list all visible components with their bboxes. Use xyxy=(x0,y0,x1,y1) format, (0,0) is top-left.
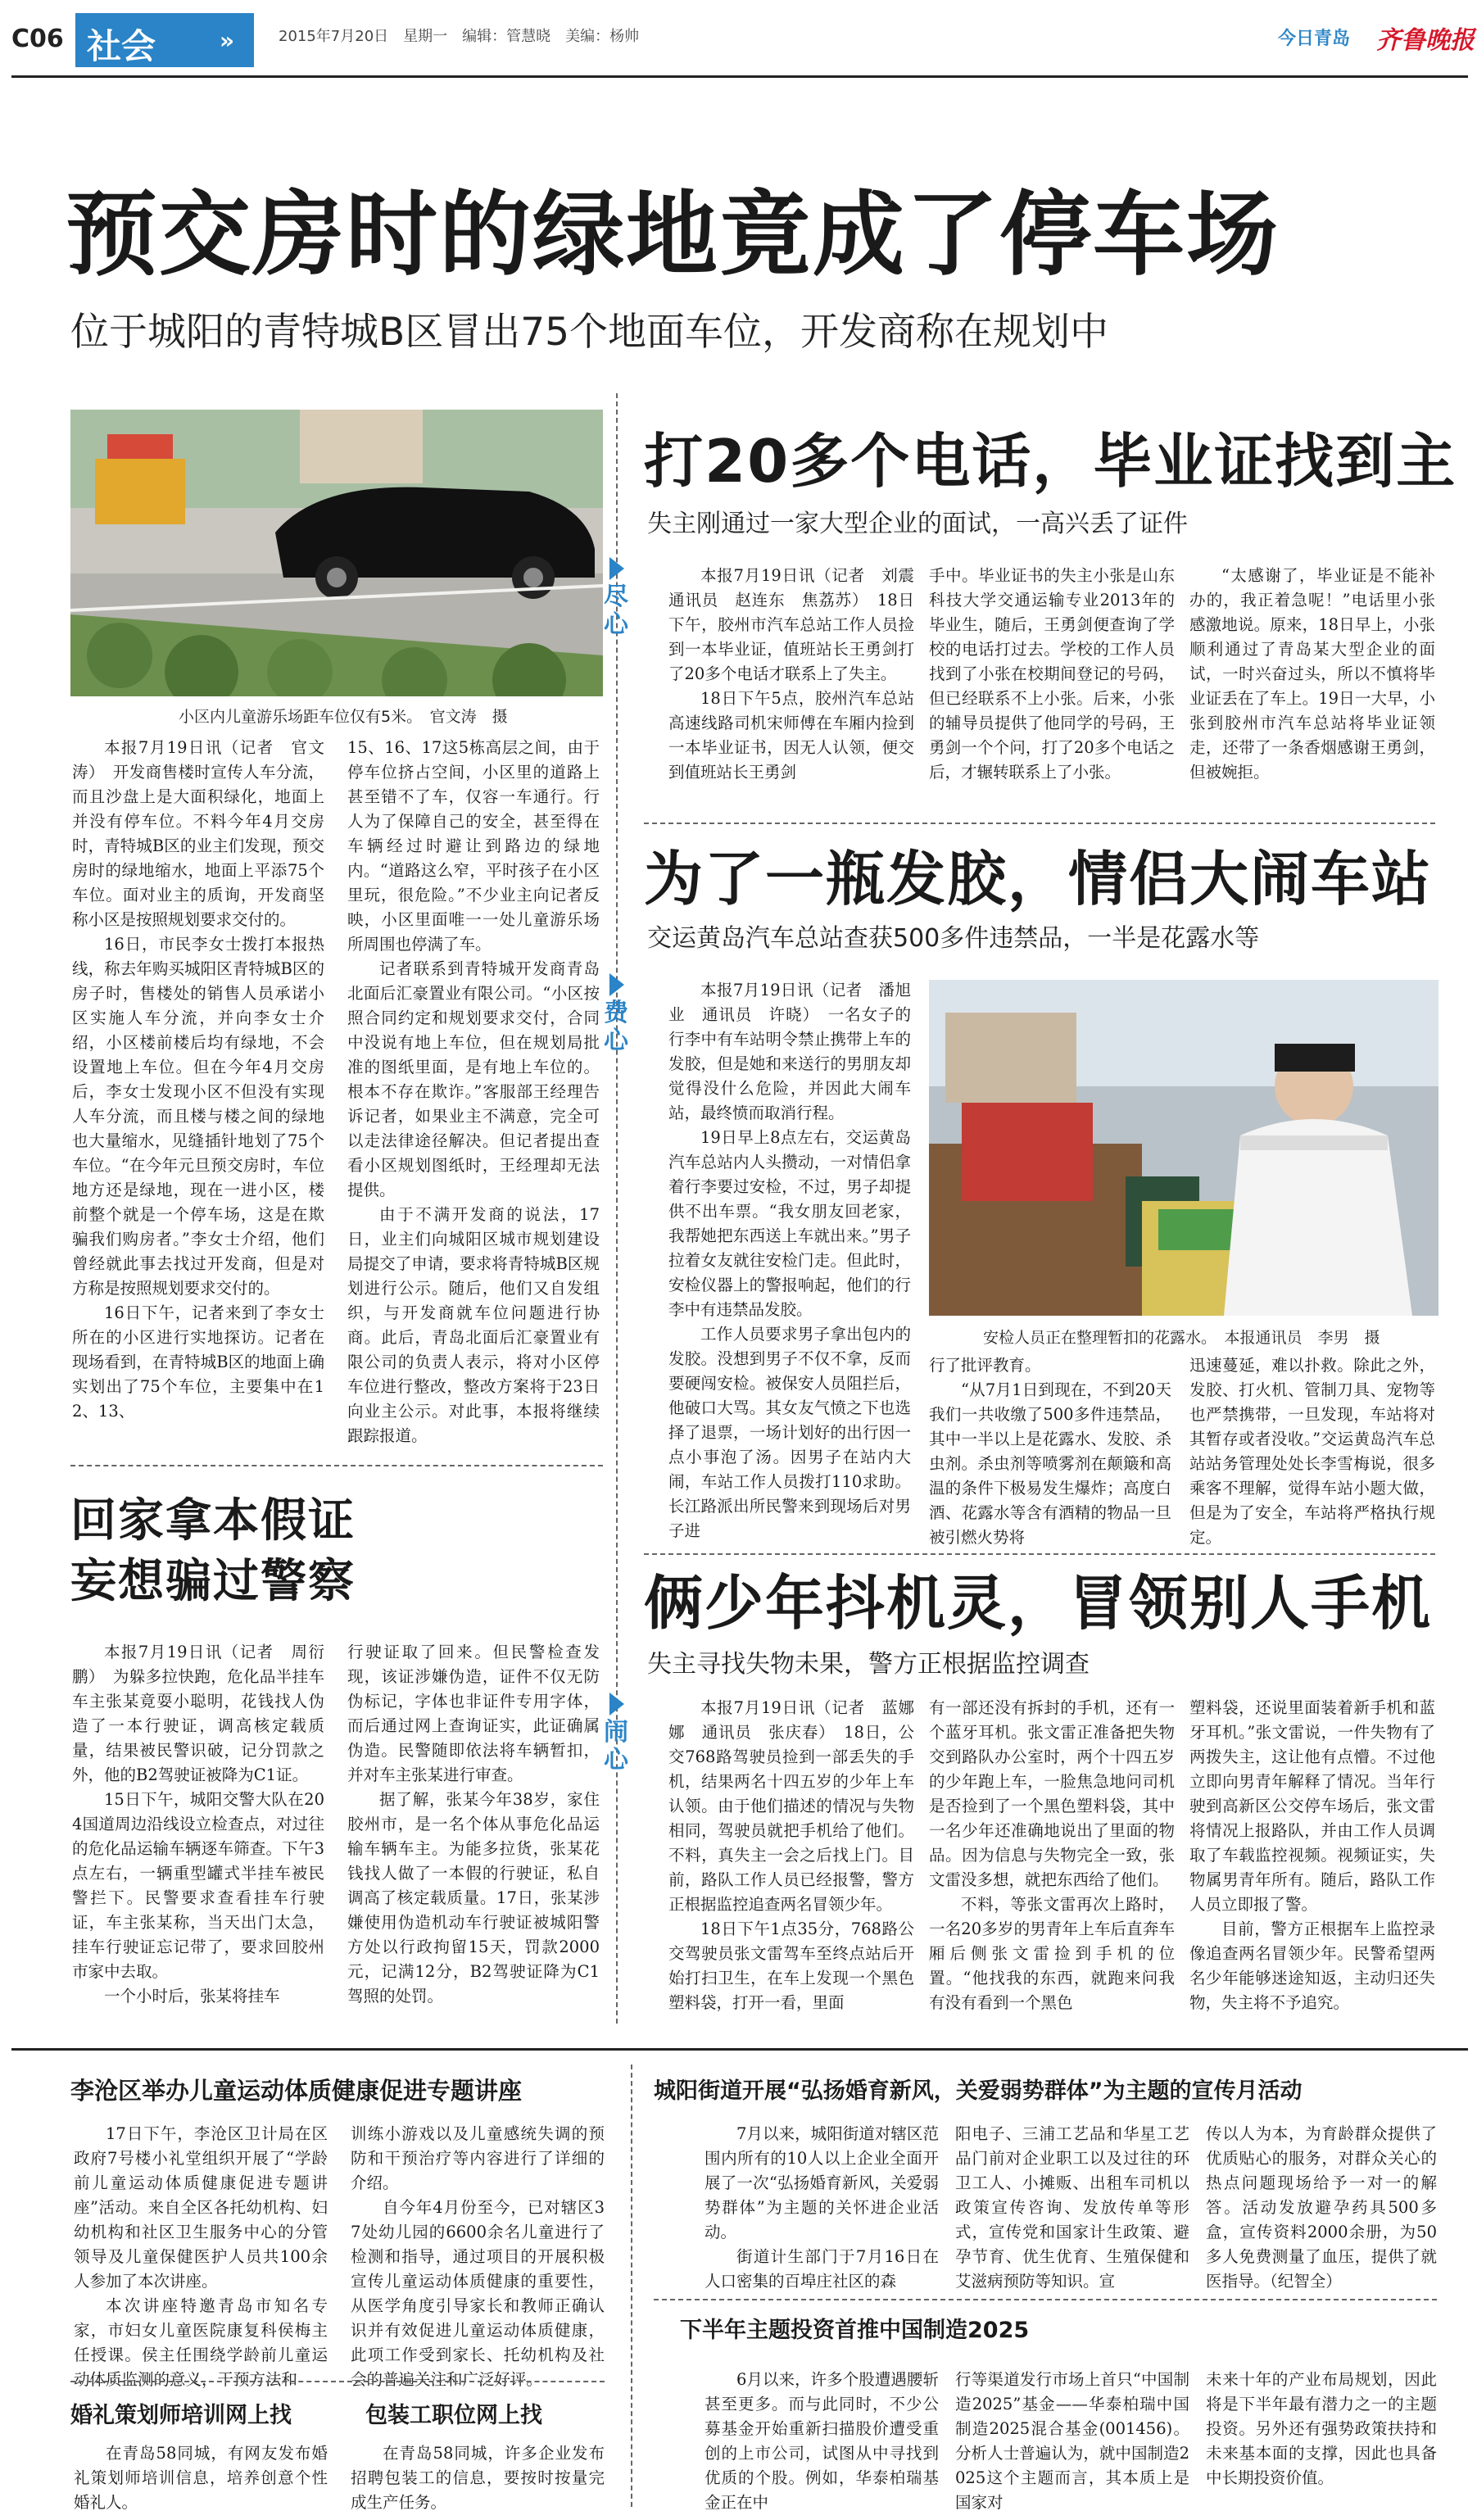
fake-license-headline-2: 妄想骗过警察 xyxy=(70,1555,356,1608)
s3-para: 不料，等张文雷再次上路时，一名20多岁的男青年上车后直奔车厢后侧张文雷捡到手机的位置。“他找我的东西，就跑来问我有没有看到一个黑色 xyxy=(929,1895,1175,2012)
s2-para: “从7月1日到现在，不到20天我们一共收缴了500多件违禁品，其中一半以上是花露水、发胶、杀虫剂。杀虫剂等喷雾剂在颠簸和高温的条件下极易发生爆炸；高度白酒、花露水等含有酒精的物品一旦被引燃火势将 xyxy=(929,1380,1171,1547)
b5-col xyxy=(351,2441,605,2515)
b3-col-2 xyxy=(955,2368,1189,2515)
b2-headline: 城阳街道开展“弘扬婚育新风，关爱弱势群体”为主题的宣传月活动 xyxy=(654,2078,1303,2104)
section-badge xyxy=(75,13,254,67)
b4-para: 在青岛58同城，有网友发布婚礼策划师培训信息，培养创意个性婚礼人。 xyxy=(74,2444,328,2512)
s2-para: 行了批评教育。 xyxy=(929,1356,1041,1375)
lead-subheadline: 位于城阳的青特城B区冒出75个地面车位，开发商称在规划中 xyxy=(70,310,1109,355)
masthead xyxy=(0,0,1477,79)
lead-col-1 xyxy=(72,736,324,1424)
s1-para: “太感谢了，毕业证是不能补办的，我正着急呢！”电话里小张感激地说。原来，18日早上，小张顺利通过了青岛某大型企业的面试，一时兴奋过头，所以不慎将毕业证丢在了车上。19日一大早，小张到胶州市汽车总站将毕业证领走，还带了一条香烟感谢王勇剑，但被婉拒。 xyxy=(1189,566,1435,782)
s2-subheadline: 交运黄岛汽车总站查获500多件违禁品，一半是花露水等 xyxy=(647,924,1260,953)
b4-col xyxy=(74,2441,328,2515)
s3-col-3 xyxy=(1189,1696,1435,2015)
s2-para: 本报7月19日讯（记者 潘旭业 通讯员 许晓） 一名女子的行李中有车站明令禁止携带上车的发胶，但是她和来送行的男朋友却觉得没什么危险，并因此大闹车站，最终愤而取消行程。 xyxy=(668,981,911,1122)
b1-para: 自今年4月份至今，已对辖区37处幼儿园的6600余名儿童进行了检测和指导，通过项目的开展积极宣传儿童运动体质健康的重要性，从医学角度引导家长和教师正确认识并有效促进儿童运动体质健康，此项工作受到家长、托幼机构及社会的普遍关注和广泛好评。 xyxy=(351,2198,605,2389)
b1-col-1 xyxy=(74,2122,328,2392)
b2-col-3 xyxy=(1206,2122,1437,2294)
s3-para: 18日下午1点35分，768路公交驾驶员张文雷驾车至终点站后开始打扫卫生，在车上发现一个黑色塑料袋，打开一看，里面 xyxy=(668,1919,914,2012)
column-divider xyxy=(631,2064,632,2507)
edition-name: 今日青岛 xyxy=(1278,29,1351,49)
lead-para: 16日，市民李女士拨打本报热线，称去年购买城阳区青特城B区的房子时，售楼处的销售人员承诺小区实施人车分流，并向李女士介绍，小区楼前楼后均有绿地，不会设置地上车位。但在今年4月交房后，李女士发现小区不但没有实现人车分流，而且楼与楼之间的绿地也大量缩水，见缝插针地划了75个车位。“在今年元旦预交房时，车位地方还是绿地，现在一进小区，楼前整个就是一个停车场，这是在欺骗我们购房者。”李女士介绍，他们曾经就此事去找过开发商，但是对方称是按照规划要求交付的。 xyxy=(72,935,324,1298)
lead-photo-caption: 小区内儿童游乐场距车位仅有5米。 官文涛 摄 xyxy=(179,708,508,726)
b5-para: 在青岛58同城，许多企业发布招聘包装工的信息，要按时按量完成生产任务。 xyxy=(351,2444,605,2512)
fake-license-para: 一个小时后，张某将挂车 xyxy=(104,1987,280,2006)
s1-tag xyxy=(601,557,631,639)
s3-subheadline: 失主寻找失物未果，警方正根据监控调查 xyxy=(647,1650,1090,1679)
s2-col-1 xyxy=(668,978,911,1543)
lead-para: 由于不满开发商的说法，17日，业主们向城阳区城市规划建设局提交了申请，要求将青特城B区规划进行公示。随后，他们又自发组织，与开发商就车位问题进行协商。此后，青岛北面后汇豪置业有限公司的负责人表示，将对小区停车位进行整改，整改方案将于23日向业主公示。对此事，本报将继续跟踪报道。 xyxy=(347,1205,600,1445)
brief-divider xyxy=(70,2381,605,2382)
s3-col-2 xyxy=(929,1696,1175,2015)
s3-tag-text: 闹心 xyxy=(604,1718,628,1774)
security-check-image xyxy=(929,980,1438,1316)
lead-photo xyxy=(70,410,603,696)
s2-tag-text: 费心 xyxy=(604,999,628,1055)
b3-para: 未来十年的产业布局规划，因此将是下半年最有潜力之一的主题投资。另外还有强势政策扶持和未来基本面的支撑，因此也具备中长期投资价值。 xyxy=(1206,2370,1437,2487)
s1-para: 手中。毕业证书的失主小张是山东科技大学交通运输专业2013年的毕业生，随后，王勇剑便查询了学校的电话打过去。学校的工作人员找到了小张在校期间登记的号码，但已经联系不上小张。后来，小张的辅导员提供了他同学的号码，王勇剑一个个问，打了20多个电话之后，才辗转联系上了小张。 xyxy=(929,566,1175,782)
s3-para: 本报7月19日讯（记者 蓝娜娜 通讯员 张庆春） 18日，公交768路驾驶员捡到一部丢失的手机，结果两名十四五岁的少年上车认领。由于他们描述的情况与失物相同，驾驶员就把手机给了他们。不料，真失主一会之后找上门。目前，路队工作人员已经报警，警方正根据监控追查两名冒领少年。 xyxy=(668,1698,914,1914)
s1-para: 18日下午5点，胶州汽车总站高速线路司机宋师傅在车厢内捡到一本毕业证书，因无人认领，便交到值班站长王勇剑 xyxy=(668,689,914,782)
lead-col-2 xyxy=(347,736,600,1448)
s2-para: 工作人员要求男子拿出包内的发胶。没想到男子不仅不拿，反而要硬闯安检。被保安人员阻拦后，他破口大骂。其女友气愤之下也选择了退票，一场计划好的出行因一点小事泡了汤。因男子在站内大闹，车站工作人员拨打110求助。长江路派出所民警来到现场后对男子进 xyxy=(668,1325,911,1540)
triangle-icon xyxy=(609,1693,624,1716)
b1-para: 训练小游戏以及儿童感统失调的预防和干预治疗等内容进行了详细的介绍。 xyxy=(351,2124,605,2192)
header-rule xyxy=(11,75,1468,78)
b1-para: 本次讲座特邀青岛市知名专家，市妇女儿童医院康复科侯梅主任授课。侯主任围绕学龄前儿童运动体质监测的意义，干预方法和 xyxy=(74,2296,328,2389)
b5-headline: 包装工职位网上找 xyxy=(365,2403,542,2428)
s2-para: 迅速蔓延，难以扑救。除此之外，发胶、打火机、管制刀具、宠物等也严禁携带，一旦发现，车站将对其暂存或者没收。”交运黄岛汽车总站站务管理处处长李雪梅说，很多乘客不理解，觉得车站小题大做，但是为了安全，车站将严格执行规定。 xyxy=(1189,1356,1435,1547)
brief-divider xyxy=(654,2299,1437,2300)
b4-headline: 婚礼策划师培训网上找 xyxy=(70,2403,292,2428)
s2-headline: 为了一瓶发胶，情侣大闹车站 xyxy=(644,845,1433,913)
b2-col-2 xyxy=(955,2122,1189,2294)
b3-para: 行等渠道发行市场上首只“中国制造2025”基金——华泰柏瑞中国制造2025混合基金(001456)。分析人士普遍认为，就中国制造2025这个主题而言，其本质上是国家对 xyxy=(955,2370,1189,2512)
triangle-icon xyxy=(609,557,624,580)
s3-tag xyxy=(601,1693,631,1774)
b3-headline: 下半年主题投资首推中国制造2025 xyxy=(680,2318,1030,2343)
s1-tag-text: 尽心 xyxy=(604,582,628,639)
b2-para: 阳电子、三浦工艺品和华星工艺品门前对企业职工以及过往的环卫工人、小摊贩、出租车司机以政策宣传咨询、发放传单等形式，宣传党和国家计生政策、避孕节育、优生优育、生殖保健和艾滋病预防等知识。宣 xyxy=(955,2124,1189,2291)
b1-para: 17日下午，李沧区卫计局在区政府7号楼小礼堂组织开展了“学龄前儿童运动体质健康促进专题讲座”活动。来自全区各托幼机构、妇幼机构和社区卫生服务中心的分管领导及儿童保健医护人员共100余人参加了本次讲座。 xyxy=(74,2124,328,2291)
b2-para: 7月以来，城阳街道对辖区范围内所有的10人以上企业全面开展了一次“弘扬婚育新风，关爱弱势群体”为主题的关怀进企业活动。 xyxy=(705,2124,939,2241)
b1-headline: 李沧区举办儿童运动体质健康促进专题讲座 xyxy=(70,2077,523,2105)
fake-license-para: 据了解，张某今年38岁，家住胶州市，是一名个体从事危化品运输车辆车主。为能多拉货，张某花钱找人做了一本假的行驶证，私自调高了核定载质量。17日，张某涉嫌使用伪造机动车行驶证被城阳警方处以行政拘留15天，罚款2000元，记满12分，B2驾驶证降为C1驾照的处罚。 xyxy=(347,1790,600,2006)
s1-col-3 xyxy=(1189,564,1435,785)
b3-para: 6月以来，许多个股遭遇腰斩甚至更多。而与此同时，不少公募基金开始重新扫描股价遭受重创的上市公司，试图从中寻找到优质的个股。例如，华泰柏瑞基金正在中 xyxy=(705,2370,939,2512)
s2-col-2 xyxy=(929,1353,1171,1550)
s2-tag xyxy=(601,973,631,1055)
fake-license-col-1 xyxy=(72,1640,324,2009)
s1-col-2 xyxy=(929,564,1175,785)
s2-col-3 xyxy=(1189,1353,1435,1550)
s3-headline: 俩少年抖机灵，冒领别人手机 xyxy=(644,1569,1433,1638)
double-chevron-icon: » xyxy=(220,27,235,54)
page-number: C06 xyxy=(11,25,64,53)
triangle-icon xyxy=(609,973,624,996)
fake-license-headline-1: 回家拿本假证 xyxy=(70,1494,356,1548)
s3-para: 塑料袋，还说里面装着新手机和蓝牙耳机。”张文雷说，一件失物有了两拨失主，这让他有点懵。不过他立即向男青年解释了情况。当年行驶到高新区公交停车场后，张文雷将情况上报路队，并由工作人员调取了车载监控视频。视频证实，失物属男青年所有。随后，路队工作人员立即报了警。 xyxy=(1189,1698,1435,1914)
parking-lot-image xyxy=(70,410,603,696)
s1-para: 本报7月19日讯（记者 刘震 通讯员 赵连东 焦荔苏） 18日下午，胶州市汽车总站工作人员捡到一本毕业证，值班站长王勇剑打了20多个电话才联系上了失主。 xyxy=(668,566,931,683)
fake-license-para: 行驶证取了回来。但民警检查发现，该证涉嫌伪造，证件不仅无防伪标记，字体也非证件专用字体，而后通过网上查询证实，此证确属伪造。民警随即依法将车辆暂扣，并对车主张某进行审查。 xyxy=(347,1643,600,1784)
s3-para: 有一部还没有拆封的手机，还有一个蓝牙耳机。张文雷正准备把失物交到路队办公室时，两个十四五岁的少年跑上车，一脸焦急地问司机是否捡到了一个黑色塑料袋，其中一名少年还准确地说出了里面的物品。因为信息与失物完全一致，张文雷没多想，就把东西给了他们。 xyxy=(929,1698,1175,1889)
s2-photo-caption: 安检人员正在整理暂扣的花露水。 本报通讯员 李男 摄 xyxy=(983,1329,1380,1347)
lead-headline: 预交房时的绿地竟成了停车场 xyxy=(66,182,1280,288)
b3-col-1 xyxy=(705,2368,939,2515)
b1-col-2 xyxy=(351,2122,605,2392)
s1-headline: 打20多个电话，毕业证找到主 xyxy=(644,427,1457,496)
paper-logo: 齐鲁晚报 xyxy=(1376,26,1475,55)
s2-photo xyxy=(929,980,1438,1316)
fake-license-para: 15日下午，城阳交警大队在204国道周边沿线设立检查点，对过往的危化品运输车辆逐车筛查。下午3点左右，一辆重型罐式半挂车被民警拦下。民警要求查看挂车行驶证，车主张某称，当天出门太急，挂车行驶证忘记带了，要求回胶州市家中去取。 xyxy=(72,1790,324,1981)
story-divider xyxy=(70,1465,603,1466)
s3-col-1 xyxy=(668,1696,914,2015)
lead-para: 本报7月19日讯（记者 官文涛） 开发商售楼时宣传人车分流，而且沙盘上是大面积绿化，地面上并没有停车位。不料今年4月交房时，青特城B区的业主们发现，预交房时的绿地缩水，地面上平添75个车位。面对业主的质询，开发商坚称小区是按照规划要求交付的。 xyxy=(72,738,324,929)
b2-para: 街道计生部门于7月16日在人口密集的百埠庄社区的森 xyxy=(705,2247,939,2291)
section-name: 社会 xyxy=(87,26,156,66)
story-divider xyxy=(644,1553,1435,1555)
s1-subheadline: 失主刚通过一家大型企业的面试，一高兴丢了证件 xyxy=(647,510,1188,538)
fake-license-para: 本报7月19日讯（记者 周衍鹏） 为躲多拉快跑，危化品半挂车车主张某竟耍小聪明，花钱找人伪造了一本行驶证，调高核定载质量，结果被民警识破，记分罚款之外，他的B2驾驶证被降为C1证。 xyxy=(72,1643,324,1784)
s3-para: 目前，警方正根据车上监控录像追查两名冒领少年。民警希望两名少年能够迷途知返，主动归还失物，失主将不予追究。 xyxy=(1189,1919,1435,2012)
lead-para: 记者联系到青特城开发商青岛北面后汇豪置业有限公司。“小区按照合同约定和规划要求交付，合同中没说有地上车位，但在规划局批准的图纸里面，是有地上车位的。根本不存在欺诈。”客服部王经理告诉记者，如果业主不满意，完全可以走法律途径解决。但记者提出查看小区规划图纸时，王经理却无法提供。 xyxy=(347,959,600,1199)
header-meta: 2015年7月20日 星期一 编辑：管慧晓 美编：杨帅 xyxy=(279,28,640,45)
lead-para: 15、16、17这5栋高层之间，由于停车位挤占空间，小区里的道路上甚至错不了车，仅容一车通行。行人为了保障自己的安全，甚至得在车辆经过时避让到路边的绿地内。“道路这么窄，平时孩子在小区里玩，很危险。”不少业主向记者反映，小区里面唯一一处儿童游乐场所周围也停满了车。 xyxy=(347,738,600,954)
b2-col-1 xyxy=(705,2122,939,2294)
story-divider xyxy=(644,823,1435,824)
s1-col-1 xyxy=(668,564,931,785)
lead-para: 16日下午，记者来到了李女士所在的小区进行实地探访。记者在现场看到，在青特城B区的地面上确实划出了75个车位，主要集中在12、13、 xyxy=(72,1303,324,1421)
fake-license-col-2 xyxy=(347,1640,600,2009)
s2-para: 19日早上8点左右，交运黄岛汽车总站内人头攒动，一对情侣拿着行李要过安检，不过，男子却提供不出车票。“我女朋友回老家，我帮她把东西送上车就出来。”男子拉着女友就往安检门走。但此时，安检仪器上的警报响起，他们的行李中有违禁品发胶。 xyxy=(668,1128,911,1319)
b2-para: 传以人为本，为育龄群众提供了优质贴心的服务，对群众关心的热点问题现场给予一对一的解答。活动发放避孕药具500多盒，宣传资料2000余册，为50多人免费测量了血压，提供了就医指导。（纪智全） xyxy=(1206,2124,1437,2291)
b3-col-3 xyxy=(1206,2368,1437,2491)
bottom-rule xyxy=(11,2048,1468,2051)
